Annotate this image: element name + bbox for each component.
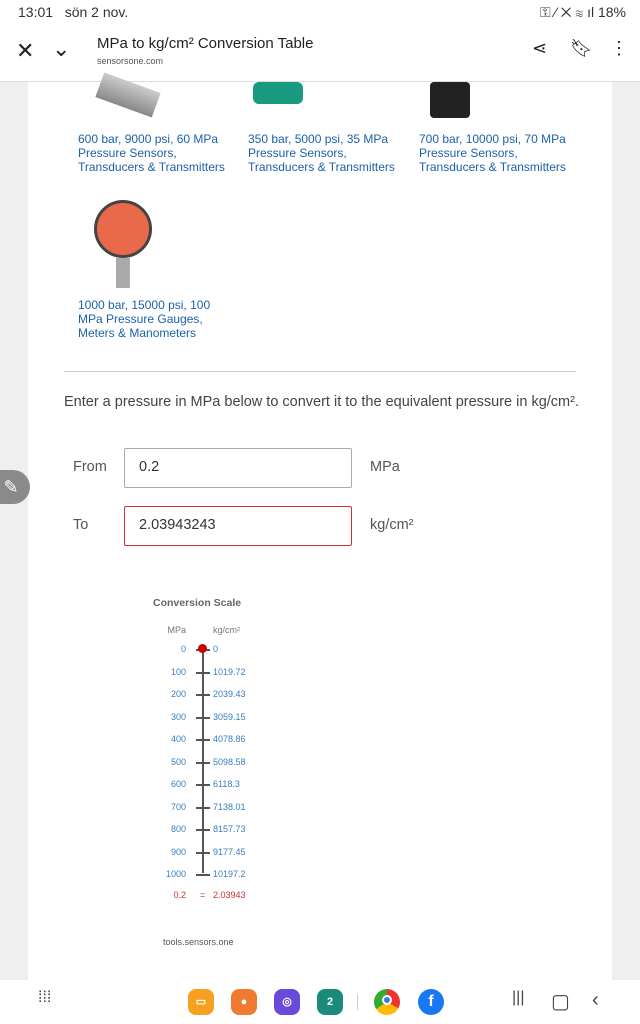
- from-input[interactable]: 0.2: [124, 448, 352, 488]
- scale-kg: 2039.43: [213, 689, 246, 699]
- scale-kg: 1019.72: [213, 666, 246, 677]
- scale-tick: [196, 874, 210, 876]
- scale-mpa: 800: [170, 824, 186, 834]
- product-link[interactable]: 700 bar, 10000 psi, 70 MPa Pressure Sensors, Transducers & Transmitters: [419, 132, 566, 174]
- intro-text: Enter a pressure in MPa below to convert it to the equivalent pressure in kg/cm².: [64, 394, 579, 410]
- scale-kg: 3059.15: [213, 711, 246, 722]
- to-label: To: [73, 517, 89, 533]
- scale-row: [148, 644, 288, 656]
- signal-icons: ⚿ ⁄ ✕ ≋ ıl: [539, 4, 598, 20]
- result-eq: =: [200, 890, 206, 900]
- scale-tick: [196, 717, 210, 719]
- gauge-stem: [116, 258, 130, 288]
- result-mpa: 0.2: [173, 890, 186, 900]
- files-app-icon[interactable]: ▭: [188, 989, 214, 1015]
- scale-tick: [196, 762, 210, 764]
- scale-row: [148, 847, 288, 859]
- product-link[interactable]: 350 bar, 5000 psi, 35 MPa Pressure Sensors, Transducers & Transmitters: [248, 132, 395, 174]
- status-bar: [0, 0, 640, 26]
- product-image[interactable]: [430, 82, 470, 118]
- value-marker: [198, 644, 207, 653]
- scale-mpa: 200: [170, 689, 186, 699]
- scale-tick: [196, 807, 210, 809]
- content-card: [28, 82, 612, 980]
- scale-mpa: 400: [170, 734, 186, 744]
- close-icon[interactable]: ✕: [16, 38, 35, 63]
- scale-tick: [196, 852, 210, 854]
- left-unit: MPa: [167, 625, 186, 635]
- home-icon[interactable]: ▢: [551, 991, 570, 1013]
- from-unit: MPa: [370, 459, 400, 475]
- page-domain: sensorsone.com: [97, 56, 164, 66]
- scale-kg: 10197.2: [213, 869, 246, 879]
- scale-tick: [196, 694, 210, 696]
- recent-apps-icon[interactable]: |||: [512, 989, 525, 1006]
- result-kg: 2.03943: [213, 890, 246, 900]
- to-unit: kg/cm²: [370, 517, 414, 533]
- to-input[interactable]: 2.03943243: [124, 506, 352, 546]
- divider: [64, 371, 576, 372]
- time: 13:01: [18, 4, 54, 20]
- scale-mpa: 900: [170, 846, 186, 857]
- navigation-bar: [0, 980, 640, 1024]
- scale-mpa: 0: [180, 644, 186, 654]
- right-unit: kg/cm²: [213, 625, 240, 635]
- scale-row: [148, 802, 288, 814]
- page-title: MPa to kg/cm² Conversion Table: [97, 35, 314, 52]
- bookmark-icon[interactable]: 🔖︎: [570, 38, 593, 58]
- scale-footer: tools.sensors.one: [163, 937, 234, 947]
- scale-row: [148, 667, 288, 679]
- calendar-day: 2: [326, 996, 334, 1008]
- facebook-app-icon[interactable]: f: [418, 989, 444, 1015]
- scale-kg: 4078.86: [213, 734, 246, 744]
- scale-row: [148, 869, 288, 881]
- scale-row: [148, 824, 288, 836]
- chevron-down-icon[interactable]: ⌄: [52, 36, 71, 61]
- custom-tab-header: [0, 26, 640, 82]
- scale-title: Conversion Scale: [153, 597, 242, 609]
- scale-kg: 5098.58: [213, 756, 246, 767]
- product-link[interactable]: 600 bar, 9000 psi, 60 MPa Pressure Sensors, Transducers & Transmitters: [78, 132, 225, 174]
- product-image[interactable]: [253, 82, 303, 104]
- scale-row: [148, 757, 288, 769]
- scale-kg: 0: [213, 644, 219, 654]
- scale-mpa: 1000: [165, 869, 186, 879]
- scale-tick: [196, 829, 210, 831]
- share-icon[interactable]: ⋖: [532, 38, 548, 58]
- scale-tick: [196, 784, 210, 786]
- calendar-app-icon[interactable]: [317, 989, 343, 1015]
- scale-kg: 6118.3: [213, 779, 240, 789]
- back-icon[interactable]: ‹: [592, 989, 599, 1011]
- product-link[interactable]: 1000 bar, 15000 psi, 100 MPa Pressure Gauges, Meters & Manometers: [78, 298, 211, 340]
- dock-divider: [357, 994, 358, 1010]
- scale-row: [148, 712, 288, 724]
- scale-tick: [196, 739, 210, 741]
- edit-pencil-button[interactable]: ✎: [0, 470, 30, 504]
- chrome-app-icon[interactable]: [374, 989, 400, 1015]
- scale-kg: 8157.73: [213, 824, 246, 834]
- scale-mpa: 300: [170, 711, 186, 722]
- contacts-app-icon[interactable]: ●: [231, 989, 257, 1015]
- more-icon[interactable]: ⋮: [610, 38, 628, 58]
- scale-mpa: 500: [170, 756, 186, 767]
- scale-mpa: 100: [170, 666, 186, 677]
- scale-kg: 9177.45: [213, 846, 246, 857]
- battery: 18%: [597, 4, 626, 20]
- scale-row: [148, 689, 288, 701]
- from-label: From: [73, 459, 107, 475]
- scale-row: [148, 734, 288, 746]
- scale-mpa: 700: [170, 801, 186, 812]
- date: sön 2 nov.: [64, 4, 129, 20]
- scale-kg: 7138.01: [213, 801, 246, 812]
- scale-mpa: 600: [170, 779, 186, 789]
- scale-row: [148, 779, 288, 791]
- scale-tick: [196, 672, 210, 674]
- internet-app-icon[interactable]: ◎: [274, 989, 300, 1015]
- gauge-image[interactable]: [94, 200, 152, 258]
- app-grid-icon[interactable]: ⁞⁞⁞: [38, 989, 52, 1006]
